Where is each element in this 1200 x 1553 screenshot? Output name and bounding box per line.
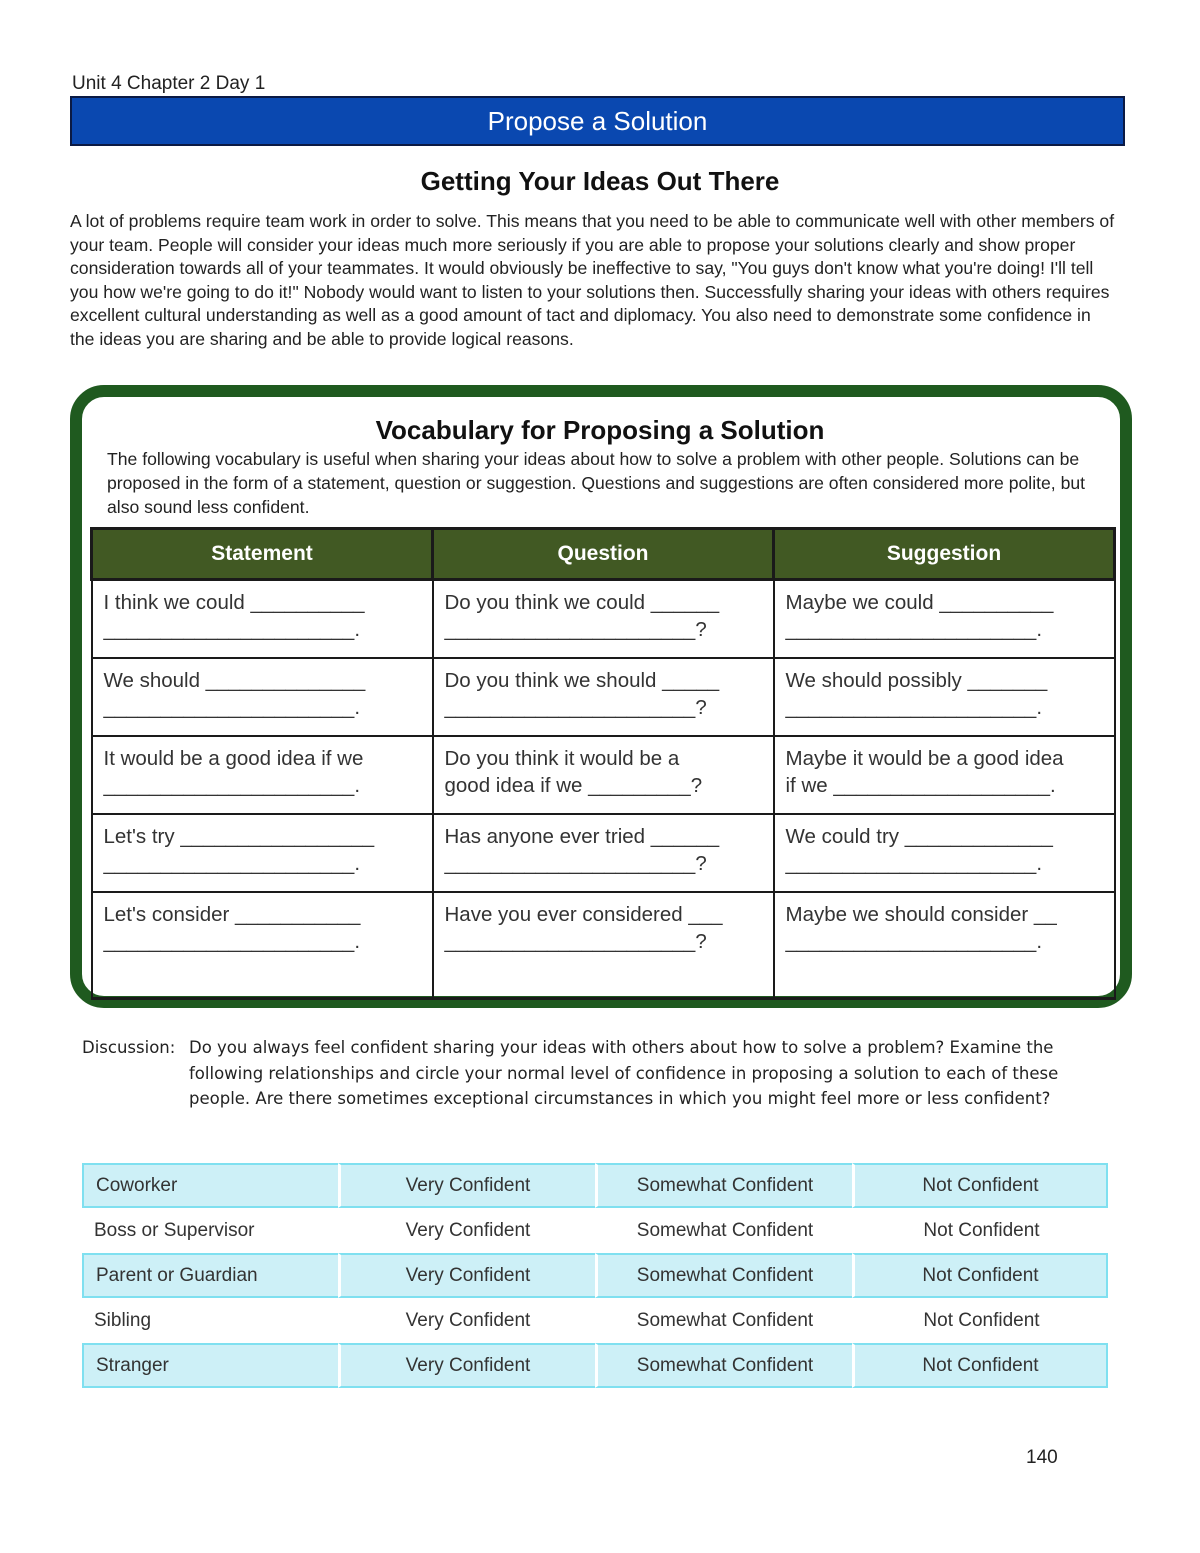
vocabulary-table <box>90 527 1116 1000</box>
vocabulary-header-row <box>92 529 1115 580</box>
not-confident-option[interactable]: Not Confident <box>852 1163 1108 1208</box>
page-number: 140 <box>1026 1447 1058 1468</box>
vocabulary-title: Vocabulary for Proposing a Solution <box>375 415 825 445</box>
vocabulary-row <box>92 814 1115 892</box>
header-suggestion: Suggestion <box>774 529 1115 580</box>
question-cell: Do you think it would be a good idea if we _________? <box>433 736 774 814</box>
vocabulary-row <box>92 892 1115 999</box>
question-cell: Do you think we could ______ ______________________? <box>433 580 774 659</box>
header-statement: Statement <box>92 529 433 580</box>
not-confident-option[interactable]: Not Confident <box>852 1298 1108 1343</box>
suggestion-cell: We should possibly _______ ______________________. <box>774 658 1115 736</box>
confidence-row <box>82 1163 1108 1208</box>
confidence-row <box>82 1253 1108 1298</box>
vocabulary-row <box>92 736 1115 814</box>
vocabulary-description: The following vocabulary is useful when sharing your ideas about how to solve a problem with other people. Solutions can be proposed in the form of a statement, question or suggestion. Questions and suggestions are often considered more polite, but also sound less confident. <box>107 449 1086 517</box>
confidence-row <box>82 1298 1108 1343</box>
very-confident-option[interactable]: Very Confident <box>338 1163 595 1208</box>
vocabulary-row <box>92 580 1115 659</box>
somewhat-confident-option[interactable]: Somewhat Confident <box>595 1163 852 1208</box>
confidence-table <box>82 1163 1108 1388</box>
somewhat-confident-option[interactable]: Somewhat Confident <box>595 1343 852 1388</box>
statement-cell: We should ______________ ______________________. <box>92 658 433 736</box>
confidence-row <box>82 1343 1108 1388</box>
question-cell: Have you ever considered ___ ______________________? <box>433 892 774 999</box>
relationship-label: Parent or Guardian <box>82 1253 338 1298</box>
somewhat-confident-option[interactable]: Somewhat Confident <box>595 1253 852 1298</box>
statement-cell: Let's consider ___________ ______________________. <box>92 892 433 999</box>
intro-paragraph: A lot of problems require team work in order to solve. This means that you need to be able to communicate well with other members of your team. People will consider your ideas much more seriously if you are able to propose your solutions clearly and show proper consideration towards all of your teammates. It would obviously be ineffective to say, "You guys don't know what you're doing! I'll tell you how we're going to do it!" Nobody would want to listen to your solutions then. Successfully sharing your ideas with others requires excellent cultural understanding as well as a good amount of tact and diplomacy. You also need to demonstrate some confidence in the ideas you are sharing and be able to provide logical reasons. <box>70 211 1115 349</box>
suggestion-cell: Maybe it would be a good idea if we ___________________. <box>774 736 1115 814</box>
suggestion-cell: We could try _____________ ______________________. <box>774 814 1115 892</box>
relationship-label: Stranger <box>82 1343 338 1388</box>
statement-cell: It would be a good idea if we ______________________. <box>92 736 433 814</box>
very-confident-option[interactable]: Very Confident <box>338 1343 595 1388</box>
suggestion-cell: Maybe we could __________ ______________________. <box>774 580 1115 659</box>
relationship-label: Boss or Supervisor <box>94 1219 255 1241</box>
discussion-prompt: Do you always feel confident sharing your ideas with others about how to solve a problem? Examine the following relationships and circle your normal level of confidence in proposing a solution to each of these people. Are there sometimes exceptional circumstances in which you might feel more or less confident? <box>189 1038 1059 1108</box>
very-confident-option[interactable]: Very Confident <box>338 1208 595 1253</box>
question-cell: Do you think we should _____ ______________________? <box>433 658 774 736</box>
relationship-label: Sibling <box>94 1309 152 1331</box>
very-confident-option[interactable]: Very Confident <box>338 1298 595 1343</box>
page-banner: Propose a Solution <box>70 96 1125 146</box>
unit-label: Unit 4 Chapter 2 Day 1 <box>72 73 266 94</box>
header-question: Question <box>433 529 774 580</box>
not-confident-option[interactable]: Not Confident <box>852 1343 1108 1388</box>
somewhat-confident-option[interactable]: Somewhat Confident <box>595 1208 852 1253</box>
relationship-label: Coworker <box>82 1163 338 1208</box>
question-cell: Has anyone ever tried ______ ______________________? <box>433 814 774 892</box>
very-confident-option[interactable]: Very Confident <box>338 1253 595 1298</box>
section-title: Getting Your Ideas Out There <box>420 166 780 196</box>
statement-cell: I think we could __________ ______________________. <box>92 580 433 659</box>
vocabulary-row <box>92 658 1115 736</box>
statement-cell: Let's try _________________ ______________________. <box>92 814 433 892</box>
not-confident-option[interactable]: Not Confident <box>852 1208 1108 1253</box>
somewhat-confident-option[interactable]: Somewhat Confident <box>595 1298 852 1343</box>
suggestion-cell: Maybe we should consider __ ______________________. <box>774 892 1115 999</box>
confidence-row <box>82 1208 1108 1253</box>
discussion-block <box>82 1035 1112 1112</box>
discussion-label: Discussion: <box>82 1038 176 1057</box>
not-confident-option[interactable]: Not Confident <box>852 1253 1108 1298</box>
